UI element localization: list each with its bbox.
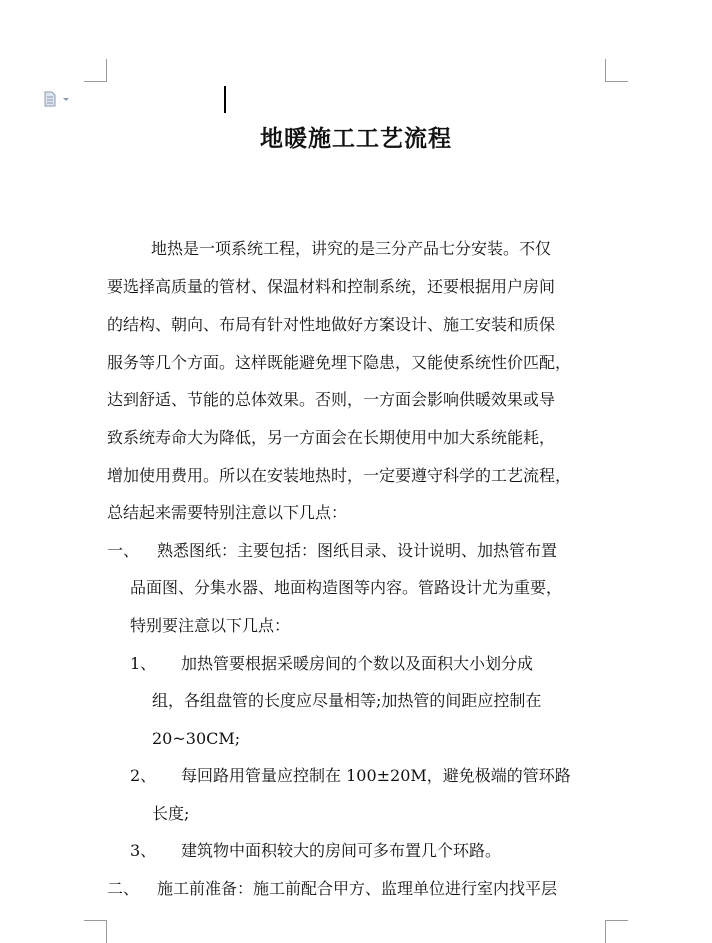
section-1-number: 一、 — [107, 541, 140, 560]
intro-line-8: 总结起来需要特别注意以下几点： — [107, 503, 348, 522]
section-2-line-1: 施工前准备：施工前配合甲方、监理单位进行室内找平层 — [157, 879, 558, 898]
section-1-line-1: 熟悉图纸：主要包括：图纸目录、设计说明、加热管布置 — [157, 541, 558, 560]
item-2-line-2: 长度; — [152, 804, 190, 823]
intro-line-6: 致系统寿命大为降低，另一方面会在长期使用中加大系统能耗， — [107, 428, 556, 447]
intro-line-2: 要选择高质量的管材、保温材料和控制系统，还要根据用户房间 — [107, 277, 556, 296]
intro-line-1: 地热是一项系统工程，讲究的是三分产品七分安装。不仅 — [151, 239, 552, 258]
text-cursor — [224, 86, 226, 113]
section-2-number: 二、 — [107, 879, 140, 898]
margin-corner-top-left — [84, 59, 107, 82]
item-1-number: 1、 — [130, 654, 157, 673]
item-1-line-3: 20~30CM; — [152, 729, 241, 748]
margin-corner-bottom-left — [84, 920, 107, 943]
intro-line-5: 达到舒适、节能的总体效果。否则，一方面会影响供暖效果或导 — [107, 390, 556, 409]
item-1-line-2: 组，各组盘管的长度应尽量相等;加热管的间距应控制在 — [152, 691, 542, 710]
item-3-number: 3、 — [130, 841, 157, 860]
section-1-line-3: 特别要注意以下几点： — [130, 616, 291, 635]
item-3-line-1: 建筑物中面积较大的房间可多布置几个环路。 — [181, 841, 502, 860]
intro-line-7: 增加使用费用。所以在安装地热时，一定要遵守科学的工艺流程， — [107, 466, 572, 485]
item-1-line-1: 加热管要根据采暖房间的个数以及面积大小划分成 — [181, 654, 534, 673]
intro-line-4: 服务等几个方面。这样既能避免埋下隐患，又能使系统性价匹配， — [107, 353, 572, 372]
document-options-icon[interactable] — [44, 91, 70, 107]
margin-corner-top-right — [605, 59, 628, 82]
item-2-number: 2、 — [130, 766, 157, 785]
intro-line-3: 的结构、朝向、布局有针对性地做好方案设计、施工安装和质保 — [107, 315, 556, 334]
section-1-line-2: 品面图、分集水器、地面构造图等内容。管路设计尤为重要， — [130, 578, 563, 597]
document-title: 地暖施工工艺流程 — [260, 125, 452, 152]
margin-corner-bottom-right — [605, 920, 628, 943]
item-2-line-1: 每回路用管量应控制在 100±20M，避免极端的管环路 — [181, 766, 571, 785]
